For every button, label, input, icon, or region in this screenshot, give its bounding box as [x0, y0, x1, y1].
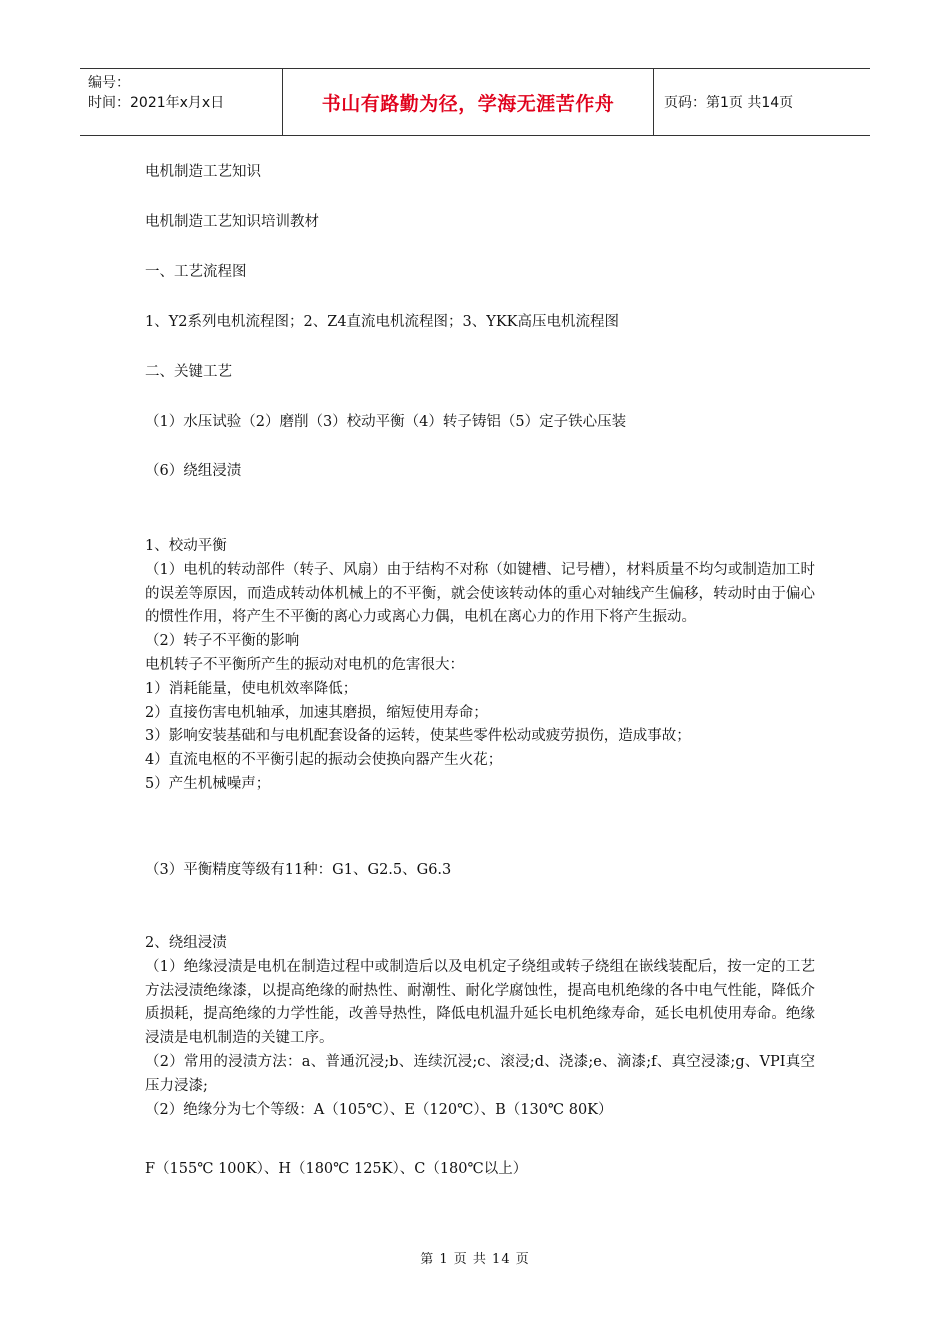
balance-section	[145, 535, 815, 797]
list-item: 3）影响安装基础和与电机配套设备的运转，使某些零件松动或疲劳损伤，造成事故；	[145, 728, 691, 745]
winding-section	[145, 932, 815, 1122]
winding-insulation-grades-continued: F（155℃ 100K）、H（180℃ 125K）、C（180℃以上）	[145, 1161, 528, 1177]
section-1-heading: 一、工艺流程图	[145, 264, 247, 280]
section-1-body: 1、Y2系列电机流程图；2、Z4直流电机流程图；3、YKK高压电机流程图	[145, 314, 620, 330]
header-page-info: 页码：第1页 共14页	[664, 95, 794, 111]
winding-paragraph-3: （2）绝缘分为七个等级：A（105℃）、E（120℃）、B（130℃ 80K）	[145, 1101, 613, 1118]
winding-paragraph-2: （2）常用的浸渍方法：a、普通沉浸;b、连续沉浸;c、滚浸;d、浇漆;e、滴漆;f、真空浸漆;g、VPI真空压力浸漆;	[145, 1053, 815, 1094]
balance-paragraph-3: 电机转子不平衡所产生的振动对电机的危害很大：	[145, 656, 464, 673]
document-time-label: 时间：2021年x月x日	[88, 95, 225, 111]
page-footer: 第 1 页 共 14 页	[420, 1252, 530, 1267]
header-meta	[80, 69, 282, 135]
list-item: 2）直接伤害电机轴承，加速其磨损，缩短使用寿命；	[145, 704, 488, 721]
section-2-process-list: （1）水压试验（2）磨削（3）校动平衡（4）转子铸铝（5）定子铁心压装	[145, 414, 627, 430]
document-subtitle: 电机制造工艺知识培训教材	[145, 214, 319, 230]
document-number-label: 编号：	[88, 75, 130, 91]
balance-heading: 1、校动平衡	[145, 538, 227, 554]
balance-paragraph-2: （2）转子不平衡的影响	[145, 633, 300, 650]
section-2-process-list-continued: （6）绕组浸渍	[145, 463, 242, 479]
balance-precision-grades: （3）平衡精度等级有11种：G1、G2.5、G6.3	[145, 862, 452, 878]
winding-paragraph-1: （1）绝缘浸渍是电机在制造过程中或制造后以及电机定子绕组或转子绕组在嵌线装配后，按一定的工艺方法浸渍绝缘漆，以提高绝缘的耐热性、耐潮性、耐化学腐蚀性，提高电机绝缘的各中电气性能，降低介质损耗，提高绝缘的力学性能，改善导热性，降低电机温升延长电机绝缘寿命，延长电机使用寿命。绝缘浸渍是电机制造的关键工序。	[145, 958, 815, 1047]
document-title: 电机制造工艺知识	[145, 164, 261, 180]
balance-paragraph-1: （1）电机的转动部件（转子、风扇）由于结构不对称（如键槽、记号槽），材料质量不均匀或制造加工时的误差等原因，而造成转动体机械上的不平衡，就会使该转动体的重心对轴线产生偏移，转动时由于偏心的惯性作用，将产生不平衡的离心力或离心力偶，电机在离心力的作用下将产生振动。	[145, 561, 815, 626]
header-motto: 书山有路勤为径，学海无涯苦作舟	[282, 69, 654, 135]
page-header	[80, 68, 870, 136]
list-item: 1）消耗能量，使电机效率降低；	[145, 680, 358, 697]
winding-heading: 2、绕组浸渍	[145, 935, 227, 951]
section-2-heading: 二、关键工艺	[145, 364, 232, 380]
list-item: 5）产生机械噪声；	[145, 775, 271, 792]
list-item: 4）直流电枢的不平衡引起的振动会使换向器产生火花；	[145, 752, 503, 769]
